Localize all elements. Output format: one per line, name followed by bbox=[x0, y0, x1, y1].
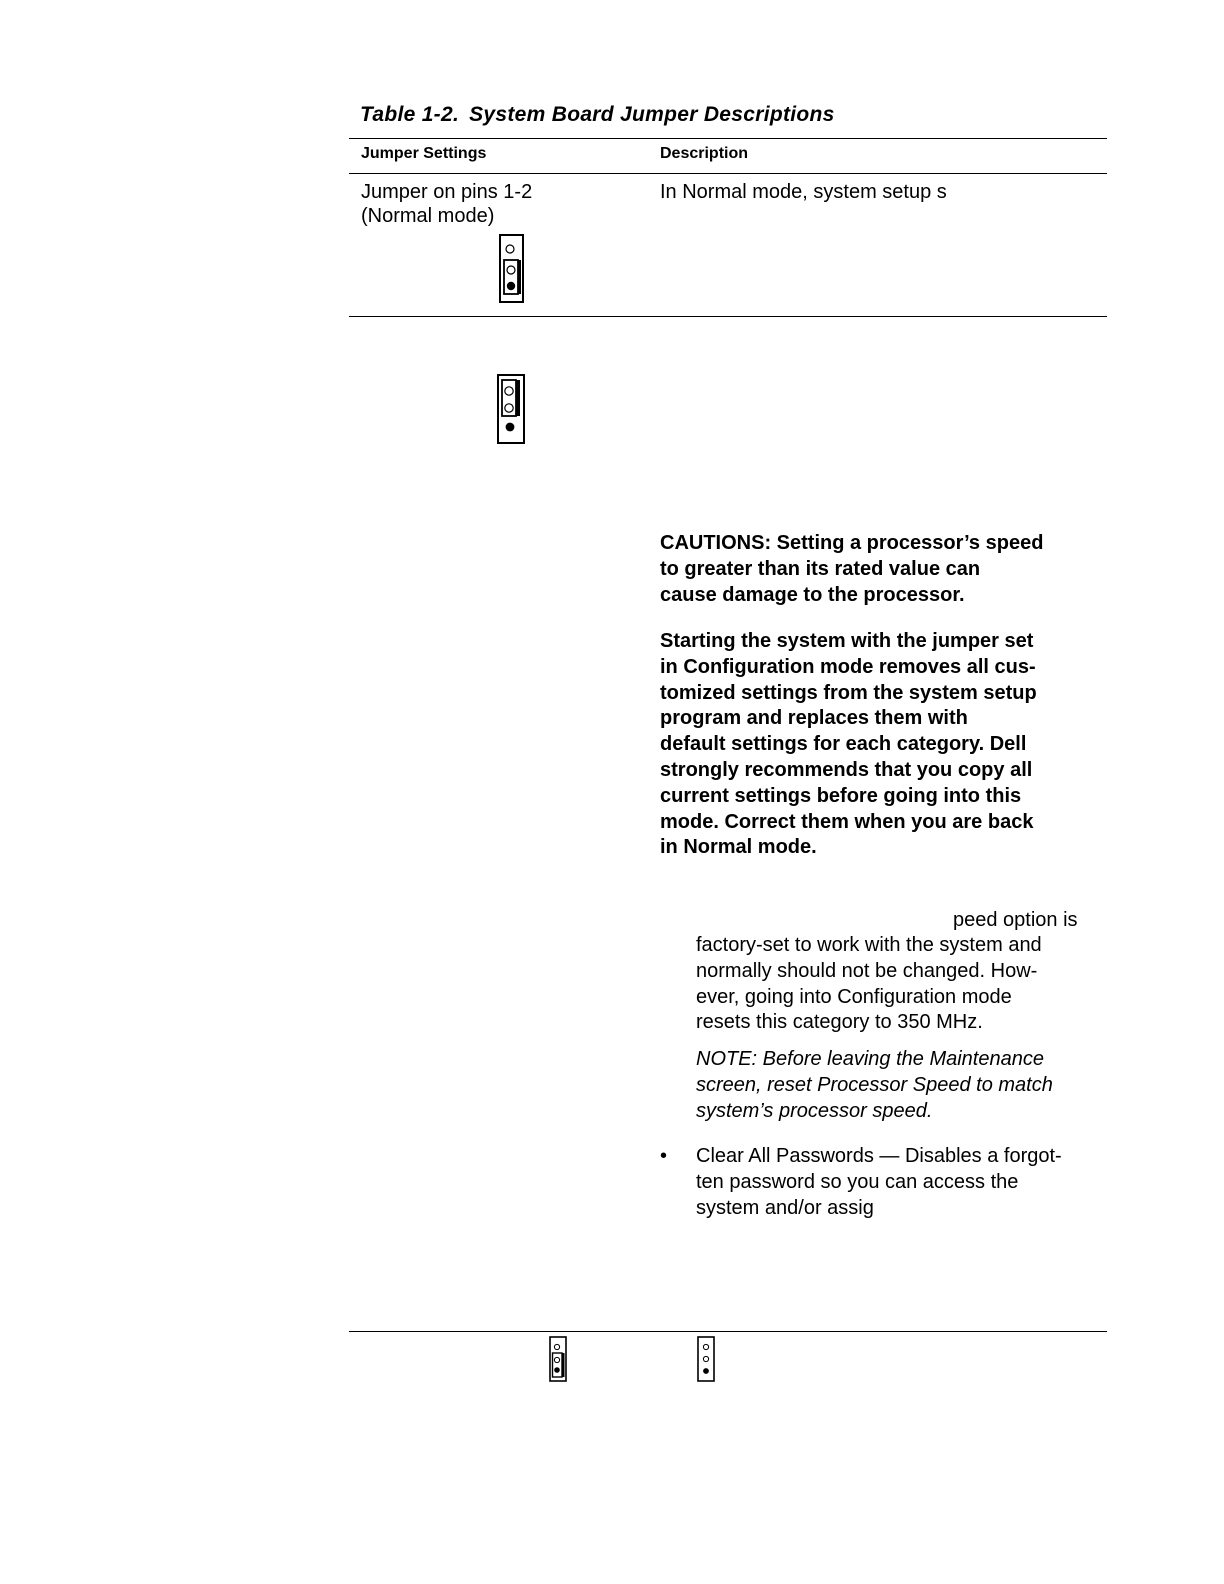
bullet-clear-passwords bbox=[696, 1144, 1062, 1221]
jumper-plug-shadow bbox=[516, 380, 520, 416]
speed-text-body bbox=[696, 933, 1042, 1036]
pin-3 bbox=[554, 1344, 559, 1349]
jumper-plug-shadow bbox=[562, 1353, 565, 1377]
password-jumper-removed-diagram bbox=[697, 1336, 717, 1384]
caution-line: program and replaces them with bbox=[660, 707, 968, 730]
pin-3 bbox=[505, 387, 513, 395]
caution-line: tomized settings from the system setup bbox=[660, 681, 1037, 704]
note-line: NOTE: Before leaving the Maintenance bbox=[696, 1048, 1044, 1070]
table-bottom-rule bbox=[349, 1331, 1107, 1332]
caution-line: CAUTIONS: Setting a processor’s speed bbox=[660, 532, 1044, 554]
bullet-line: ten password so you can access the bbox=[696, 1170, 1019, 1193]
caution-line: strongly recommends that you copy all bbox=[660, 758, 1033, 781]
pin-1 bbox=[703, 1368, 709, 1374]
row1-setting-line2: (Normal mode) bbox=[361, 205, 495, 227]
caution-line: in Normal mode. bbox=[660, 836, 817, 859]
table-caption-title: System Board Jumper Descriptions bbox=[469, 103, 835, 126]
jumper-plug bbox=[553, 1353, 563, 1377]
caution-line: cause damage to the processor. bbox=[660, 583, 965, 606]
caution-line: mode. Correct them when you are back bbox=[660, 810, 1034, 833]
bullet-line: system and/or assig bbox=[696, 1196, 874, 1219]
pin-2 bbox=[505, 404, 513, 412]
caution-line: Starting the system with the jumper set bbox=[660, 630, 1034, 652]
password-jumper-installed-diagram bbox=[549, 1336, 569, 1384]
caution-line: current settings before going into this bbox=[660, 784, 1022, 807]
speed-text-line: resets this category to 350 MHz. bbox=[696, 1011, 983, 1034]
bullet-line: Clear All Passwords — Disables a forgot- bbox=[696, 1145, 1062, 1167]
note-line: screen, reset Processor Speed to match bbox=[696, 1073, 1053, 1096]
pin-3 bbox=[506, 245, 514, 253]
caution-line: default settings for each category. Dell bbox=[660, 733, 1027, 756]
jumper-pins-1-2-diagram bbox=[499, 234, 525, 304]
pin-1 bbox=[554, 1367, 560, 1373]
pin-3 bbox=[703, 1344, 708, 1349]
pin-2 bbox=[554, 1357, 559, 1362]
pin-2 bbox=[507, 266, 515, 274]
column-header-jumper-settings: Jumper Settings bbox=[361, 145, 487, 162]
row1-bottom-rule bbox=[349, 316, 1107, 317]
speed-text-line: normally should not be changed. How- bbox=[696, 959, 1038, 982]
header-bottom-rule bbox=[349, 173, 1107, 174]
row1-setting-line1: Jumper on pins 1-2 bbox=[361, 181, 533, 203]
note-paragraph bbox=[696, 1047, 1053, 1124]
table-top-rule bbox=[349, 138, 1107, 139]
row1-description: In Normal mode, system setup s bbox=[660, 181, 947, 203]
row1-jumper-setting bbox=[361, 180, 532, 228]
caution-paragraph-2 bbox=[660, 629, 1100, 861]
jumper-plug-shadow bbox=[518, 260, 521, 294]
bullet-symbol: • bbox=[660, 1145, 668, 1167]
note-line: system’s processor speed. bbox=[696, 1099, 933, 1122]
jumper-pins-2-3-diagram bbox=[497, 374, 527, 446]
speed-text-line1: peed option is bbox=[953, 909, 1078, 931]
pin-1 bbox=[507, 282, 515, 290]
table-caption-number: Table 1-2. bbox=[360, 103, 460, 126]
speed-text-line: ever, going into Configuration mode bbox=[696, 985, 1012, 1008]
table-caption bbox=[360, 103, 835, 127]
column-header-description: Description bbox=[660, 145, 749, 162]
caution-paragraph-1 bbox=[660, 531, 1100, 608]
speed-text-line: factory-set to work with the system and bbox=[696, 934, 1042, 956]
caution-line: in Configuration mode removes all cus- bbox=[660, 655, 1036, 678]
pin-1 bbox=[506, 423, 515, 432]
caution-line: to greater than its rated value can bbox=[660, 557, 981, 580]
pin-2 bbox=[703, 1356, 708, 1361]
